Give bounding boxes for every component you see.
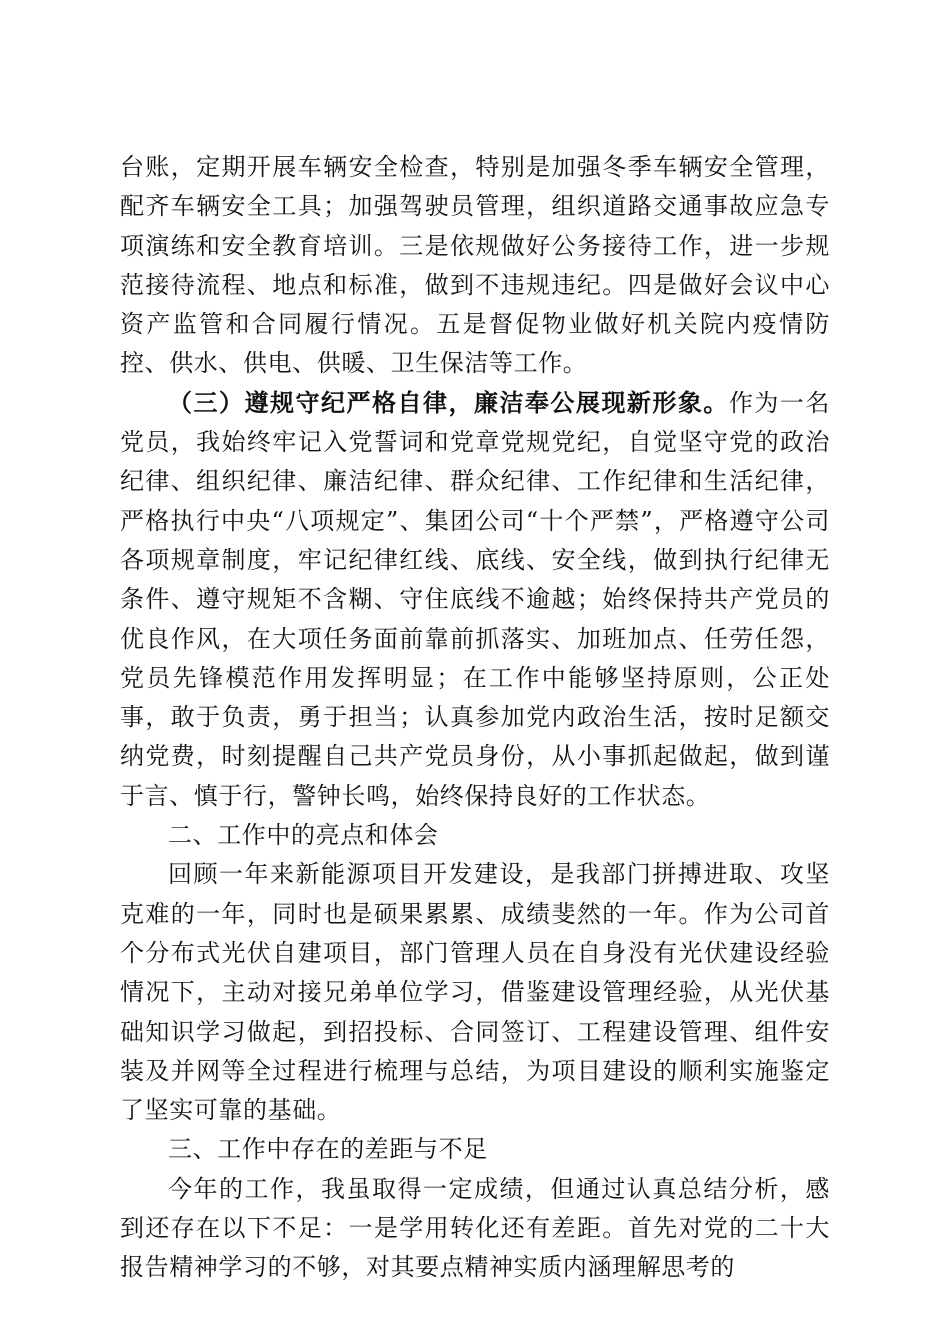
- paragraph-discipline-body: 作为一名党员，我始终牢记入党誓词和党章党规党纪，自觉坚守党的政治纪律、组织纪律、廉洁纪律、群众纪律、工作纪律和生活纪律，严格执行中央“八项规定”、集团公司“十个严禁”，严格遵守公司各项规章制度，牢记纪律红线、底线、安全线，做到执行纪律无条件、遵守规矩不含糊、守住底线不逾越；始终保持共产党员的优良作风，在大项任务面前靠前抓落实、加班加点、任劳任怨，党员先锋模范作用发挥明显；在工作中能够坚持原则，公正处事，敢于负责，勇于担当；认真参加党内政治生活，按时足额交纳党费，时刻提醒自己共产党员身份，从小事抓起做起，做到谨于言、慎于行，警钟长鸣，始终保持良好的工作状态。: [120, 388, 830, 810]
- paragraph-discipline: [120, 384, 830, 816]
- section-heading-highlights: 二、工作中的亮点和体会: [168, 821, 439, 850]
- paragraph-shortcomings: 今年的工作，我虽取得一定成绩，但通过认真总结分析，感到还存在以下不足：一是学用转化还有差距。首先对党的二十大报告精神学习的不够，对其要点精神实质内涵理解思考的: [120, 1174, 830, 1282]
- paragraph-vehicle-management: 台账，定期开展车辆安全检查，特别是加强冬季车辆安全管理，配齐车辆安全工具；加强驾驶员管理，组织道路交通事故应急专项演练和安全教育培训。三是依规做好公务接待工作，进一步规范接待流程、地点和标准，做到不违规违纪。四是做好会议中心资产监管和合同履行情况。五是督促物业做好机关院内疫情防控、供水、供电、供暖、卫生保洁等工作。: [120, 153, 830, 378]
- section-heading-shortcomings: 三、工作中存在的差距与不足: [168, 1135, 488, 1164]
- document-page: [120, 148, 830, 1288]
- paragraph-highlights: 回顾一年来新能源项目开发建设，是我部门拼搏进取、攻坚克难的一年，同时也是硕果累累、成绩斐然的一年。作为公司首个分布式光伏自建项目，部门管理人员在自身没有光伏建设经验情况下，主动对接兄弟单位学习，借鉴建设管理经验，从光伏基础知识学习做起，到招投标、合同签订、工程建设管理、组件安装及并网等全过程进行梳理与总结，为项目建设的顺利实施鉴定了坚实可靠的基础。: [120, 860, 830, 1125]
- paragraph-discipline-lead: （三）遵规守纪严格自律，廉洁奉公展现新形象。: [168, 388, 729, 417]
